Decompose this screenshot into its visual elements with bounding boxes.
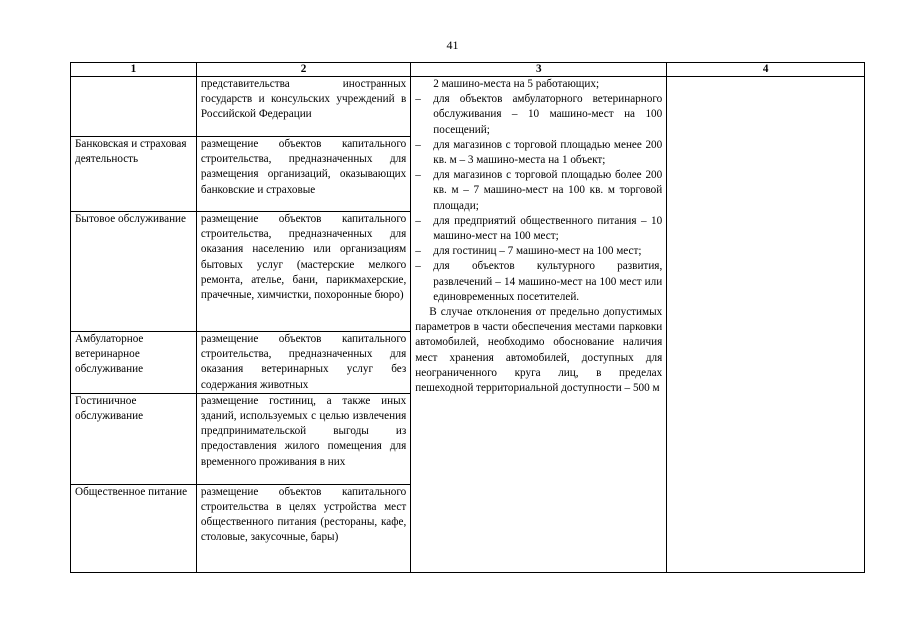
parking-item: – для объектов амбулаторного ветеринарного обслуживания – 10 машино-мест на 100 посещений; <box>415 92 662 138</box>
parking-item: – для объектов культурного развития, развлечений – 14 машино-мест на 100 мест или единовременных посетителей. <box>415 259 662 305</box>
table-row <box>71 77 865 137</box>
column-header-3: 3 <box>411 63 667 77</box>
table-header-row <box>71 63 865 77</box>
use-name-cell: Банковская и страховая деятельность <box>71 137 197 212</box>
use-description-cell: размещение объектов капитального строительства, предназначенных для оказания ветеринарных услуг без содержания животных <box>196 332 410 394</box>
use-name-cell: Гостиничное обслуживание <box>71 393 197 484</box>
regulations-table <box>70 62 865 573</box>
parking-first-line: 2 машино-места на 5 работающих; <box>433 78 600 90</box>
parking-requirements-cell <box>411 77 667 573</box>
parking-item: – для гостиниц – 7 машино-мест на 100 мест; <box>415 244 662 259</box>
use-description-cell: представительства иностранных государств и консульских учреждений в Российской Федерации <box>196 77 410 137</box>
parking-item: – для магазинов с торговой площадью более 200 кв. м – 7 машино-мест на 100 кв. м торговой площади; <box>415 168 662 214</box>
empty-column-4-cell <box>667 77 865 573</box>
column-header-2: 2 <box>196 63 410 77</box>
use-description-cell: размещение объектов капитального строительства, предназначенных для размещения организаций, оказывающих банковские и страховые <box>196 137 410 212</box>
deviation-paragraph: В случае отклонения от предельно допустимых параметров в части обеспечения местами парковки автомобилей, необходимо обоснование наличия мест хранения автомобилей, доступных для неограниченного круга лиц, в пределах пешеходной территориальной доступности – 500 м <box>415 306 663 395</box>
use-description-cell: размещение объектов капитального строительства, предназначенных для оказания населению или организациям бытовых услуг (мастерские мелкого ремонта, ателье, бани, парикмахерские, прачечные, химчистки, похоронные бюро) <box>196 212 410 332</box>
page-number: 41 <box>446 38 459 52</box>
column-header-1: 1 <box>71 63 197 77</box>
use-description-cell: размещение гостиниц, а также иных зданий, используемых с целью извлечения предпринимательской выгоды из предоставления жилого помещения для временного проживания в них <box>196 393 410 484</box>
column-header-4: 4 <box>667 63 865 77</box>
use-name-cell: Общественное питание <box>71 484 197 572</box>
use-description-cell: размещение объектов капитального строительства в целях устройства мест общественного питания (рестораны, кафе, столовые, закусочные, бары) <box>196 484 410 572</box>
use-name-cell: Бытовое обслуживание <box>71 212 197 332</box>
parking-item: – для предприятий общественного питания – 10 машино-мест на 100 мест; <box>415 214 662 244</box>
parking-item: – для магазинов с торговой площадью менее 200 кв. м – 3 машино-места на 1 объект; <box>415 138 662 168</box>
use-name-cell: Амбулаторное ветеринарное обслуживание <box>71 332 197 394</box>
use-name-cell <box>71 77 197 137</box>
